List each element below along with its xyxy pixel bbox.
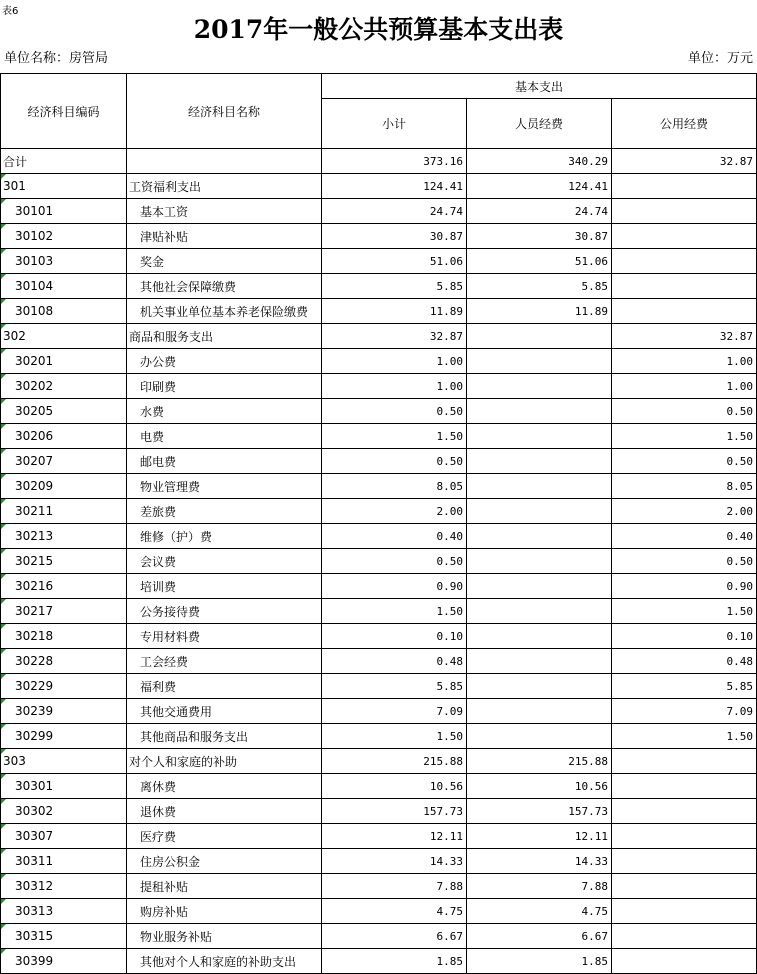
code-text: 30217 [15, 604, 54, 618]
personnel-cell [467, 399, 612, 424]
code-cell [1, 524, 127, 549]
code-cell [1, 399, 127, 424]
subtotal-cell: 1.85 [322, 949, 467, 974]
code-text: 30302 [15, 804, 54, 818]
subtotal-cell: 0.50 [322, 399, 467, 424]
table-body [1, 149, 757, 974]
name-cell: 培训费 [127, 574, 322, 599]
cell-marker-icon [1, 374, 6, 379]
table-row [1, 899, 757, 924]
cell-marker-icon [1, 599, 6, 604]
table-row [1, 924, 757, 949]
personnel-cell [467, 624, 612, 649]
public-cell: 1.50 [612, 599, 757, 624]
code-text: 30215 [15, 554, 54, 568]
name-cell: 商品和服务支出 [127, 324, 322, 349]
table-row [1, 449, 757, 474]
name-cell: 维修（护）费 [127, 524, 322, 549]
code-text: 30108 [15, 304, 54, 318]
code-cell [1, 449, 127, 474]
table-row [1, 699, 757, 724]
public-cell [612, 299, 757, 324]
code-cell [1, 324, 127, 349]
page-title: 2017年一般公共预算基本支出表 [193, 15, 564, 44]
name-cell: 物业服务补贴 [127, 924, 322, 949]
cell-marker-icon [1, 499, 6, 504]
subtotal-cell: 5.85 [322, 274, 467, 299]
name-cell: 退休费 [127, 799, 322, 824]
public-cell: 0.48 [612, 649, 757, 674]
public-cell: 32.87 [612, 149, 757, 174]
public-cell: 5.85 [612, 674, 757, 699]
cell-marker-icon [1, 324, 6, 329]
code-text: 30229 [15, 679, 54, 693]
public-cell: 32.87 [612, 324, 757, 349]
code-text: 30207 [15, 454, 54, 468]
header-code: 经济科目编码 [1, 74, 127, 149]
cell-marker-icon [1, 849, 6, 854]
name-cell: 物业管理费 [127, 474, 322, 499]
table-row [1, 774, 757, 799]
name-cell: 医疗费 [127, 824, 322, 849]
code-text: 30299 [15, 729, 54, 743]
personnel-cell [467, 374, 612, 399]
code-text: 30209 [15, 479, 54, 493]
table-row [1, 249, 757, 274]
public-cell [612, 224, 757, 249]
code-cell [1, 224, 127, 249]
table-row [1, 474, 757, 499]
personnel-cell: 5.85 [467, 274, 612, 299]
personnel-cell: 157.73 [467, 799, 612, 824]
name-cell: 工会经费 [127, 649, 322, 674]
code-text: 302 [3, 329, 26, 343]
header-personnel: 人员经费 [467, 99, 612, 149]
subtotal-cell: 1.00 [322, 374, 467, 399]
personnel-cell: 30.87 [467, 224, 612, 249]
table-row [1, 349, 757, 374]
code-text: 30202 [15, 379, 54, 393]
table-row [1, 299, 757, 324]
subtotal-cell: 0.48 [322, 649, 467, 674]
code-cell [1, 174, 127, 199]
unit-row [4, 50, 753, 68]
public-cell [612, 749, 757, 774]
personnel-cell: 10.56 [467, 774, 612, 799]
name-cell: 水费 [127, 399, 322, 424]
table-row [1, 849, 757, 874]
name-cell: 津贴补贴 [127, 224, 322, 249]
subtotal-cell: 7.09 [322, 699, 467, 724]
budget-table [0, 73, 757, 974]
code-text: 303 [3, 754, 26, 768]
table-row [1, 549, 757, 574]
table-row [1, 424, 757, 449]
subtotal-cell: 5.85 [322, 674, 467, 699]
personnel-cell: 51.06 [467, 249, 612, 274]
code-text: 30301 [15, 779, 54, 793]
name-cell: 其他交通费用 [127, 699, 322, 724]
table-row [1, 749, 757, 774]
table-row [1, 949, 757, 974]
code-text: 30239 [15, 704, 54, 718]
name-cell: 住房公积金 [127, 849, 322, 874]
code-text: 30104 [15, 279, 54, 293]
name-cell: 办公费 [127, 349, 322, 374]
name-cell: 工资福利支出 [127, 174, 322, 199]
name-cell: 提租补贴 [127, 874, 322, 899]
subtotal-cell: 30.87 [322, 224, 467, 249]
subtotal-cell: 8.05 [322, 474, 467, 499]
public-cell: 0.40 [612, 524, 757, 549]
name-cell: 其他商品和服务支出 [127, 724, 322, 749]
code-cell [1, 699, 127, 724]
public-cell [612, 874, 757, 899]
subtotal-cell: 12.11 [322, 824, 467, 849]
public-cell: 0.50 [612, 549, 757, 574]
public-cell [612, 949, 757, 974]
cell-marker-icon [1, 449, 6, 454]
code-text: 30211 [15, 504, 54, 518]
table-row [1, 724, 757, 749]
code-text: 30216 [15, 579, 54, 593]
code-text: 30201 [15, 354, 54, 368]
personnel-cell: 24.74 [467, 199, 612, 224]
name-cell: 印刷费 [127, 374, 322, 399]
personnel-cell: 14.33 [467, 849, 612, 874]
code-cell [1, 274, 127, 299]
unit-name-label: 单位名称：房管局 [4, 51, 109, 66]
personnel-cell [467, 674, 612, 699]
code-text: 30311 [15, 854, 54, 868]
name-cell: 差旅费 [127, 499, 322, 524]
personnel-cell: 124.41 [467, 174, 612, 199]
public-cell: 0.50 [612, 449, 757, 474]
table-row [1, 799, 757, 824]
subtotal-cell: 215.88 [322, 749, 467, 774]
subtotal-cell: 32.87 [322, 324, 467, 349]
public-cell: 8.05 [612, 474, 757, 499]
code-text: 30228 [15, 654, 54, 668]
public-cell: 1.00 [612, 374, 757, 399]
personnel-cell [467, 424, 612, 449]
code-cell [1, 824, 127, 849]
header-row-1 [1, 74, 757, 99]
code-cell [1, 474, 127, 499]
subtotal-cell: 7.88 [322, 874, 467, 899]
cell-marker-icon [1, 424, 6, 429]
name-cell: 电费 [127, 424, 322, 449]
table-row [1, 649, 757, 674]
public-cell: 1.00 [612, 349, 757, 374]
cell-marker-icon [1, 399, 6, 404]
table-row [1, 874, 757, 899]
subtotal-cell: 0.10 [322, 624, 467, 649]
name-cell: 公务接待费 [127, 599, 322, 624]
cell-marker-icon [1, 899, 6, 904]
code-cell [1, 674, 127, 699]
code-text: 30313 [15, 904, 54, 918]
subtotal-cell: 14.33 [322, 849, 467, 874]
code-text: 30312 [15, 879, 54, 893]
personnel-cell: 6.67 [467, 924, 612, 949]
public-cell [612, 774, 757, 799]
cell-marker-icon [1, 724, 6, 729]
public-cell [612, 824, 757, 849]
public-cell [612, 924, 757, 949]
name-cell: 邮电费 [127, 449, 322, 474]
table-row [1, 149, 757, 174]
code-cell [1, 949, 127, 974]
personnel-cell: 340.29 [467, 149, 612, 174]
personnel-cell [467, 649, 612, 674]
subtotal-cell: 0.90 [322, 574, 467, 599]
personnel-cell: 4.75 [467, 899, 612, 924]
code-cell [1, 499, 127, 524]
subtotal-cell: 1.00 [322, 349, 467, 374]
code-cell [1, 649, 127, 674]
table-row [1, 274, 757, 299]
cell-marker-icon [1, 349, 6, 354]
code-cell [1, 349, 127, 374]
name-cell: 机关事业单位基本养老保险缴费 [127, 299, 322, 324]
personnel-cell: 1.85 [467, 949, 612, 974]
subtotal-cell: 373.16 [322, 149, 467, 174]
code-cell [1, 249, 127, 274]
table-row [1, 399, 757, 424]
cell-marker-icon [1, 774, 6, 779]
subtotal-cell: 1.50 [322, 599, 467, 624]
personnel-cell: 215.88 [467, 749, 612, 774]
name-cell: 会议费 [127, 549, 322, 574]
public-cell: 2.00 [612, 499, 757, 524]
subtotal-cell: 0.50 [322, 549, 467, 574]
cell-marker-icon [1, 249, 6, 254]
cell-marker-icon [1, 549, 6, 554]
personnel-cell [467, 474, 612, 499]
code-cell [1, 574, 127, 599]
cell-marker-icon [1, 574, 6, 579]
subtotal-cell: 1.50 [322, 724, 467, 749]
cell-marker-icon [1, 199, 6, 204]
code-text: 30206 [15, 429, 54, 443]
subtotal-cell: 0.40 [322, 524, 467, 549]
code-cell [1, 149, 127, 174]
personnel-cell: 7.88 [467, 874, 612, 899]
personnel-cell: 12.11 [467, 824, 612, 849]
header-public: 公用经费 [612, 99, 757, 149]
table-row [1, 599, 757, 624]
public-cell [612, 899, 757, 924]
code-cell [1, 549, 127, 574]
cell-marker-icon [1, 799, 6, 804]
personnel-cell [467, 499, 612, 524]
name-cell: 离休费 [127, 774, 322, 799]
table-row [1, 674, 757, 699]
cell-marker-icon [1, 274, 6, 279]
public-cell: 0.10 [612, 624, 757, 649]
cell-marker-icon [1, 749, 6, 754]
personnel-cell [467, 524, 612, 549]
public-cell [612, 849, 757, 874]
code-text: 30399 [15, 954, 54, 968]
personnel-cell [467, 549, 612, 574]
personnel-cell [467, 349, 612, 374]
name-cell: 其他对个人和家庭的补助支出 [127, 949, 322, 974]
code-text: 30102 [15, 229, 54, 243]
personnel-cell [467, 324, 612, 349]
public-cell: 0.50 [612, 399, 757, 424]
cell-marker-icon [1, 924, 6, 929]
name-cell [127, 149, 322, 174]
name-cell: 购房补贴 [127, 899, 322, 924]
code-text: 30213 [15, 529, 54, 543]
cell-marker-icon [1, 949, 6, 954]
table-row [1, 174, 757, 199]
public-cell [612, 249, 757, 274]
subtotal-cell: 4.75 [322, 899, 467, 924]
subtotal-cell: 1.50 [322, 424, 467, 449]
name-cell: 基本工资 [127, 199, 322, 224]
personnel-cell: 11.89 [467, 299, 612, 324]
personnel-cell [467, 574, 612, 599]
code-cell [1, 874, 127, 899]
public-cell [612, 274, 757, 299]
code-cell [1, 299, 127, 324]
public-cell: 0.90 [612, 574, 757, 599]
public-cell [612, 199, 757, 224]
subtotal-cell: 10.56 [322, 774, 467, 799]
name-cell: 专用材料费 [127, 624, 322, 649]
code-text: 301 [3, 179, 26, 193]
name-cell: 福利费 [127, 674, 322, 699]
cell-marker-icon [1, 674, 6, 679]
code-cell [1, 624, 127, 649]
code-cell [1, 749, 127, 774]
public-cell [612, 799, 757, 824]
table-row [1, 499, 757, 524]
code-cell [1, 724, 127, 749]
public-cell [612, 174, 757, 199]
code-text: 30218 [15, 629, 54, 643]
currency-unit-label: 单位：万元 [687, 51, 753, 66]
cell-marker-icon [1, 824, 6, 829]
subtotal-cell: 11.89 [322, 299, 467, 324]
code-text: 30315 [15, 929, 54, 943]
code-text: 合计 [3, 154, 28, 169]
header-basic-expenditure: 基本支出 [322, 74, 757, 99]
subtotal-cell: 6.67 [322, 924, 467, 949]
table-row [1, 574, 757, 599]
code-text: 30205 [15, 404, 54, 418]
code-cell [1, 849, 127, 874]
table-row [1, 324, 757, 349]
table-row [1, 624, 757, 649]
code-cell [1, 199, 127, 224]
subtotal-cell: 2.00 [322, 499, 467, 524]
cell-marker-icon [1, 524, 6, 529]
name-cell: 其他社会保障缴费 [127, 274, 322, 299]
subtotal-cell: 157.73 [322, 799, 467, 824]
table-row [1, 824, 757, 849]
subtotal-cell: 0.50 [322, 449, 467, 474]
public-cell: 1.50 [612, 424, 757, 449]
code-text: 30101 [15, 204, 54, 218]
code-cell [1, 924, 127, 949]
cell-marker-icon [1, 874, 6, 879]
cell-marker-icon [1, 299, 6, 304]
code-cell [1, 374, 127, 399]
subtotal-cell: 24.74 [322, 199, 467, 224]
public-cell: 7.09 [612, 699, 757, 724]
code-cell [1, 774, 127, 799]
personnel-cell [467, 449, 612, 474]
personnel-cell [467, 599, 612, 624]
sheet-label: 表6 [2, 6, 19, 17]
code-cell [1, 899, 127, 924]
table-row [1, 224, 757, 249]
public-cell: 1.50 [612, 724, 757, 749]
personnel-cell [467, 699, 612, 724]
code-cell [1, 424, 127, 449]
table-row [1, 374, 757, 399]
personnel-cell [467, 724, 612, 749]
header-name: 经济科目名称 [127, 74, 322, 149]
name-cell: 对个人和家庭的补助 [127, 749, 322, 774]
cell-marker-icon [1, 474, 6, 479]
code-cell [1, 599, 127, 624]
code-text: 30103 [15, 254, 54, 268]
header-subtotal: 小计 [322, 99, 467, 149]
code-text: 30307 [15, 829, 54, 843]
cell-marker-icon [1, 224, 6, 229]
code-cell [1, 799, 127, 824]
cell-marker-icon [1, 699, 6, 704]
subtotal-cell: 51.06 [322, 249, 467, 274]
table-row [1, 199, 757, 224]
name-cell: 奖金 [127, 249, 322, 274]
subtotal-cell: 124.41 [322, 174, 467, 199]
cell-marker-icon [1, 624, 6, 629]
cell-marker-icon [1, 649, 6, 654]
table-row [1, 524, 757, 549]
cell-marker-icon [1, 174, 6, 179]
